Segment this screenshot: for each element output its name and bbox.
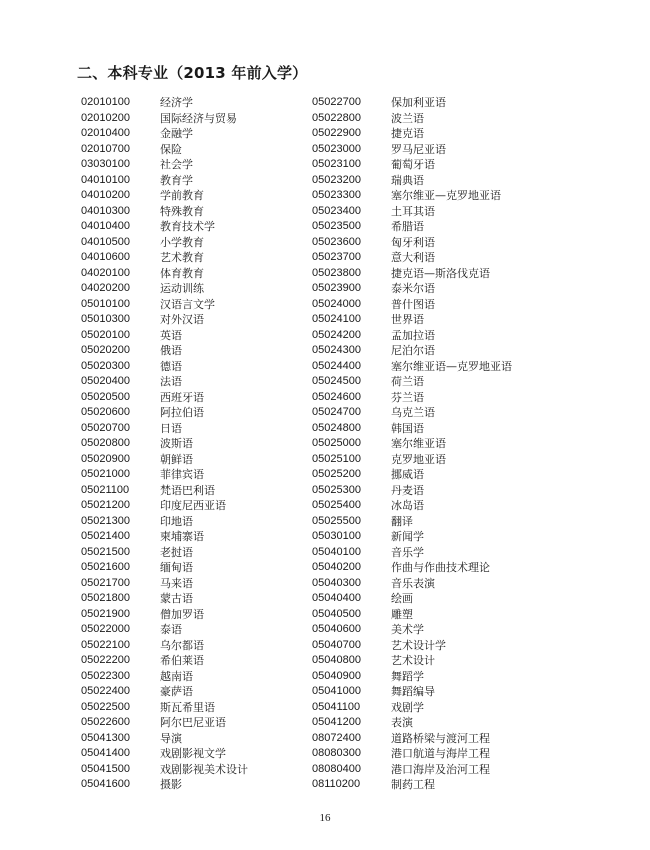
major-name: 港口航道与海岸工程 (391, 747, 490, 760)
list-item (312, 126, 512, 142)
major-name: 世界语 (391, 313, 424, 326)
major-name: 英语 (160, 328, 182, 342)
major-name: 匈牙利语 (391, 235, 435, 249)
major-name: 僧加罗语 (160, 607, 204, 621)
major-code: 08080300 (312, 747, 361, 759)
major-name: 挪威语 (391, 468, 424, 481)
list-item (81, 684, 248, 700)
major-code: 04020100 (81, 266, 130, 279)
major-name: 学前教育 (160, 189, 204, 202)
list-item (312, 266, 512, 282)
list-item (312, 529, 512, 545)
list-item (312, 111, 512, 127)
major-code: 05021700 (81, 576, 130, 589)
major-name: 葡萄牙语 (391, 158, 435, 171)
major-code: 05023800 (312, 266, 361, 279)
major-code: 05022500 (81, 700, 130, 713)
list-item (81, 405, 248, 421)
list-item (81, 591, 248, 607)
major-code: 04010400 (81, 220, 130, 232)
major-code: 05040200 (312, 561, 361, 573)
major-code: 04010100 (81, 173, 130, 186)
major-code: 05020900 (81, 452, 130, 465)
list-item (312, 545, 512, 561)
list-item (81, 715, 248, 731)
major-code: 05021500 (81, 545, 130, 558)
major-code: 05020400 (81, 375, 130, 387)
list-item (81, 746, 248, 762)
list-item (81, 421, 248, 437)
major-code: 05020500 (81, 390, 130, 403)
major-code: 05023500 (312, 220, 361, 232)
major-name: 塞尔维亚语 (391, 437, 446, 450)
major-code: 05040300 (312, 576, 361, 589)
list-item (312, 684, 512, 700)
major-code: 04010300 (81, 204, 130, 217)
major-name: 翻译 (391, 514, 413, 528)
list-item (81, 173, 248, 189)
major-list-right (312, 95, 512, 793)
major-name: 音乐表演 (391, 576, 435, 590)
list-item (81, 188, 248, 204)
major-code: 05021600 (81, 561, 130, 573)
major-name: 港口海岸及治河工程 (391, 762, 490, 776)
major-code: 02010200 (81, 111, 130, 124)
major-name: 丹麦语 (391, 483, 424, 497)
major-name: 波兰语 (391, 111, 424, 125)
list-item (81, 142, 248, 158)
major-code: 05041600 (81, 778, 130, 790)
major-name: 斯瓦希里语 (160, 700, 215, 714)
major-code: 05021100 (81, 483, 130, 496)
major-name: 保险 (160, 142, 182, 156)
major-code: 05023300 (312, 189, 361, 201)
major-code: 05041100 (312, 700, 361, 713)
major-name: 朝鲜语 (160, 452, 193, 466)
list-item (312, 467, 512, 483)
major-code: 05025400 (312, 499, 361, 511)
list-item (312, 374, 512, 390)
major-code: 05041000 (312, 685, 361, 697)
major-name: 芬兰语 (391, 390, 424, 404)
major-code: 05021400 (81, 530, 130, 542)
major-code: 05022300 (81, 669, 130, 682)
list-item (81, 204, 248, 220)
list-item (312, 142, 512, 158)
major-name: 希腊语 (391, 220, 424, 233)
major-name: 土耳其语 (391, 204, 435, 218)
major-name: 西班牙语 (160, 390, 204, 404)
major-name: 瑞典语 (391, 173, 424, 187)
major-name: 戏剧影视文学 (160, 747, 226, 760)
major-code: 05023700 (312, 251, 361, 263)
list-item (81, 731, 248, 747)
list-item (312, 359, 512, 375)
major-name: 希伯莱语 (160, 654, 204, 667)
major-code: 05041400 (81, 747, 130, 759)
major-code: 05025500 (312, 514, 361, 527)
list-item (312, 731, 512, 747)
major-name: 教育学 (160, 173, 193, 187)
major-name: 雕塑 (391, 607, 413, 621)
list-item (81, 312, 248, 328)
list-item (81, 297, 248, 313)
list-item (312, 405, 512, 421)
major-name: 体育教育 (160, 266, 204, 280)
major-name: 梵语巴利语 (160, 483, 215, 497)
major-name: 教育技术学 (160, 220, 215, 233)
list-item (312, 622, 512, 638)
major-name: 菲律宾语 (160, 468, 204, 481)
major-name: 法语 (160, 375, 182, 388)
list-item (312, 343, 512, 359)
major-name: 波斯语 (160, 437, 193, 450)
list-item (312, 777, 512, 793)
major-name: 捷克语 (391, 127, 424, 140)
list-item (312, 638, 512, 654)
list-item (312, 250, 512, 266)
major-code: 05020300 (81, 359, 130, 372)
major-name: 制药工程 (391, 778, 435, 791)
major-code: 05022100 (81, 638, 130, 651)
list-item (81, 498, 248, 514)
major-name: 阿尔巴尼亚语 (160, 716, 226, 729)
major-code: 05024400 (312, 359, 361, 372)
list-item (81, 467, 248, 483)
list-item (81, 343, 248, 359)
section-heading: 二、本科专业（2013 年前入学） (77, 64, 308, 82)
major-code: 05020200 (81, 344, 130, 356)
list-item (81, 514, 248, 530)
major-name: 舞蹈学 (391, 669, 424, 683)
major-code: 05022400 (81, 685, 130, 697)
major-code: 05040600 (312, 623, 361, 635)
major-name: 保加利亚语 (391, 96, 446, 109)
list-item (81, 762, 248, 778)
major-name: 塞尔维亚语—克罗地亚语 (391, 359, 512, 373)
major-code: 05040100 (312, 545, 361, 558)
list-item (312, 483, 512, 499)
major-code: 05025300 (312, 483, 361, 496)
major-code: 05024300 (312, 344, 361, 356)
major-name: 冰岛语 (391, 499, 424, 512)
list-item (81, 700, 248, 716)
major-code: 05010100 (81, 297, 130, 310)
major-name: 蒙古语 (160, 592, 193, 605)
list-item (81, 777, 248, 793)
major-name: 道路桥梁与渡河工程 (391, 731, 490, 745)
list-item (312, 452, 512, 468)
major-name: 美术学 (391, 623, 424, 636)
major-code: 05024200 (312, 328, 361, 341)
major-code: 05024100 (312, 313, 361, 325)
list-item (81, 328, 248, 344)
list-item (312, 219, 512, 235)
major-name: 俄语 (160, 344, 182, 357)
major-name: 乌克兰语 (391, 406, 435, 419)
list-item (312, 746, 512, 762)
list-item (81, 126, 248, 142)
list-item (81, 281, 248, 297)
major-code: 05040800 (312, 654, 361, 666)
major-name: 豪萨语 (160, 685, 193, 698)
major-name: 马来语 (160, 576, 193, 590)
major-name: 特殊教育 (160, 204, 204, 218)
major-code: 05020100 (81, 328, 130, 341)
major-code: 08110200 (312, 778, 361, 790)
major-name: 国际经济与贸易 (160, 111, 237, 125)
major-code: 05020600 (81, 406, 130, 418)
major-name: 日语 (160, 421, 182, 435)
major-name: 戏剧学 (391, 700, 424, 714)
list-item (81, 638, 248, 654)
major-code: 05023900 (312, 282, 361, 294)
major-code: 05021000 (81, 468, 130, 480)
list-item (312, 390, 512, 406)
list-item (81, 235, 248, 251)
list-item (81, 607, 248, 623)
major-code: 05023000 (312, 142, 361, 155)
list-item (81, 374, 248, 390)
major-code: 05025200 (312, 468, 361, 480)
list-item (81, 266, 248, 282)
major-name: 克罗地亚语 (391, 452, 446, 466)
major-name: 艺术设计学 (391, 638, 446, 652)
major-name: 德语 (160, 359, 182, 373)
major-code: 05024800 (312, 421, 361, 434)
list-item (312, 421, 512, 437)
list-item (312, 700, 512, 716)
list-item (81, 669, 248, 685)
list-item (312, 715, 512, 731)
list-item (312, 591, 512, 607)
major-name: 泰米尔语 (391, 282, 435, 295)
major-name: 印地语 (160, 514, 193, 528)
list-item (81, 545, 248, 561)
list-item (81, 219, 248, 235)
major-code: 05022900 (312, 127, 361, 139)
major-code: 05023600 (312, 235, 361, 248)
major-code: 04020200 (81, 282, 130, 294)
major-code: 05041500 (81, 762, 130, 775)
major-code: 05022700 (312, 96, 361, 108)
list-item (312, 157, 512, 173)
major-code: 05024600 (312, 390, 361, 403)
major-name: 柬埔寨语 (160, 530, 204, 543)
major-code: 05021800 (81, 592, 130, 604)
list-item (312, 312, 512, 328)
list-item (81, 250, 248, 266)
major-name: 缅甸语 (160, 561, 193, 574)
major-name: 戏剧影视美术设计 (160, 762, 248, 776)
list-item (81, 622, 248, 638)
major-code: 05024700 (312, 406, 361, 418)
major-code: 02010100 (81, 96, 130, 108)
list-item (81, 576, 248, 592)
major-name: 普什图语 (391, 297, 435, 311)
major-code: 05021900 (81, 607, 130, 620)
major-name: 社会学 (160, 158, 193, 171)
list-item (312, 436, 512, 452)
list-item (81, 560, 248, 576)
major-code: 05041200 (312, 716, 361, 728)
major-name: 捷克语—斯洛伐克语 (391, 266, 490, 280)
list-item (81, 436, 248, 452)
list-item (312, 514, 512, 530)
major-code: 05024000 (312, 297, 361, 310)
page-number: 16 (319, 812, 331, 824)
major-code: 08080400 (312, 762, 361, 775)
major-code: 05025000 (312, 437, 361, 449)
major-code: 05023100 (312, 158, 361, 170)
major-code: 05021200 (81, 499, 130, 511)
list-item (81, 529, 248, 545)
list-item (312, 281, 512, 297)
list-item (312, 188, 512, 204)
major-name: 印度尼西亚语 (160, 499, 226, 512)
major-code: 05040500 (312, 607, 361, 620)
major-name: 泰语 (160, 623, 182, 636)
major-code: 05020800 (81, 437, 130, 449)
major-name: 表演 (391, 716, 413, 729)
list-item (81, 95, 248, 111)
list-item (312, 762, 512, 778)
major-name: 艺术教育 (160, 251, 204, 264)
list-item (312, 235, 512, 251)
list-item (312, 204, 512, 220)
list-item (312, 173, 512, 189)
list-item (312, 328, 512, 344)
major-code: 05022200 (81, 654, 130, 666)
list-item (81, 111, 248, 127)
major-name: 摄影 (160, 778, 182, 791)
list-item (312, 576, 512, 592)
major-code: 02010700 (81, 142, 130, 155)
major-code: 05040900 (312, 669, 361, 682)
major-code: 02010400 (81, 127, 130, 139)
major-code: 05020700 (81, 421, 130, 434)
major-name: 塞尔维亚—克罗地亚语 (391, 189, 501, 202)
major-name: 新闻学 (391, 530, 424, 543)
major-name: 孟加拉语 (391, 328, 435, 342)
list-item (81, 390, 248, 406)
major-name: 阿拉伯语 (160, 406, 204, 419)
major-code: 05041300 (81, 731, 130, 744)
major-name: 对外汉语 (160, 313, 204, 326)
major-code: 05040700 (312, 638, 361, 651)
major-code: 04010200 (81, 189, 130, 201)
major-code: 03030100 (81, 158, 130, 170)
major-name: 运动训练 (160, 282, 204, 295)
major-code: 05023200 (312, 173, 361, 186)
major-name: 尼泊尔语 (391, 344, 435, 357)
major-code: 05040400 (312, 592, 361, 604)
major-name: 越南语 (160, 669, 193, 683)
major-code: 04010600 (81, 251, 130, 263)
major-name: 音乐学 (391, 545, 424, 559)
list-item (312, 669, 512, 685)
list-item (312, 653, 512, 669)
list-item (81, 452, 248, 468)
major-name: 导演 (160, 731, 182, 745)
major-name: 韩国语 (391, 421, 424, 435)
major-code: 05022000 (81, 623, 130, 635)
major-code: 05010300 (81, 313, 130, 325)
list-item (312, 498, 512, 514)
list-item (81, 653, 248, 669)
list-item (312, 607, 512, 623)
major-name: 汉语言文学 (160, 297, 215, 311)
major-code: 05022600 (81, 716, 130, 728)
major-name: 金融学 (160, 127, 193, 140)
major-name: 舞蹈编导 (391, 685, 435, 698)
list-item (81, 483, 248, 499)
major-code: 05030100 (312, 530, 361, 542)
major-code: 04010500 (81, 235, 130, 248)
major-code: 08072400 (312, 731, 361, 744)
major-name: 乌尔都语 (160, 638, 204, 652)
major-name: 艺术设计 (391, 654, 435, 667)
major-code: 05023400 (312, 204, 361, 217)
major-list-left (81, 95, 248, 793)
major-code: 05025100 (312, 452, 361, 465)
major-code: 05022800 (312, 111, 361, 124)
major-name: 作曲与作曲技术理论 (391, 561, 490, 574)
major-code: 05021300 (81, 514, 130, 527)
list-item (312, 297, 512, 313)
list-item (312, 95, 512, 111)
list-item (81, 157, 248, 173)
major-name: 经济学 (160, 96, 193, 109)
major-name: 罗马尼亚语 (391, 142, 446, 156)
major-code: 05024500 (312, 375, 361, 387)
major-name: 意大利语 (391, 251, 435, 264)
major-name: 小学教育 (160, 235, 204, 249)
list-item (81, 359, 248, 375)
major-name: 老挝语 (160, 545, 193, 559)
major-name: 荷兰语 (391, 375, 424, 388)
list-item (312, 560, 512, 576)
major-name: 绘画 (391, 592, 413, 605)
